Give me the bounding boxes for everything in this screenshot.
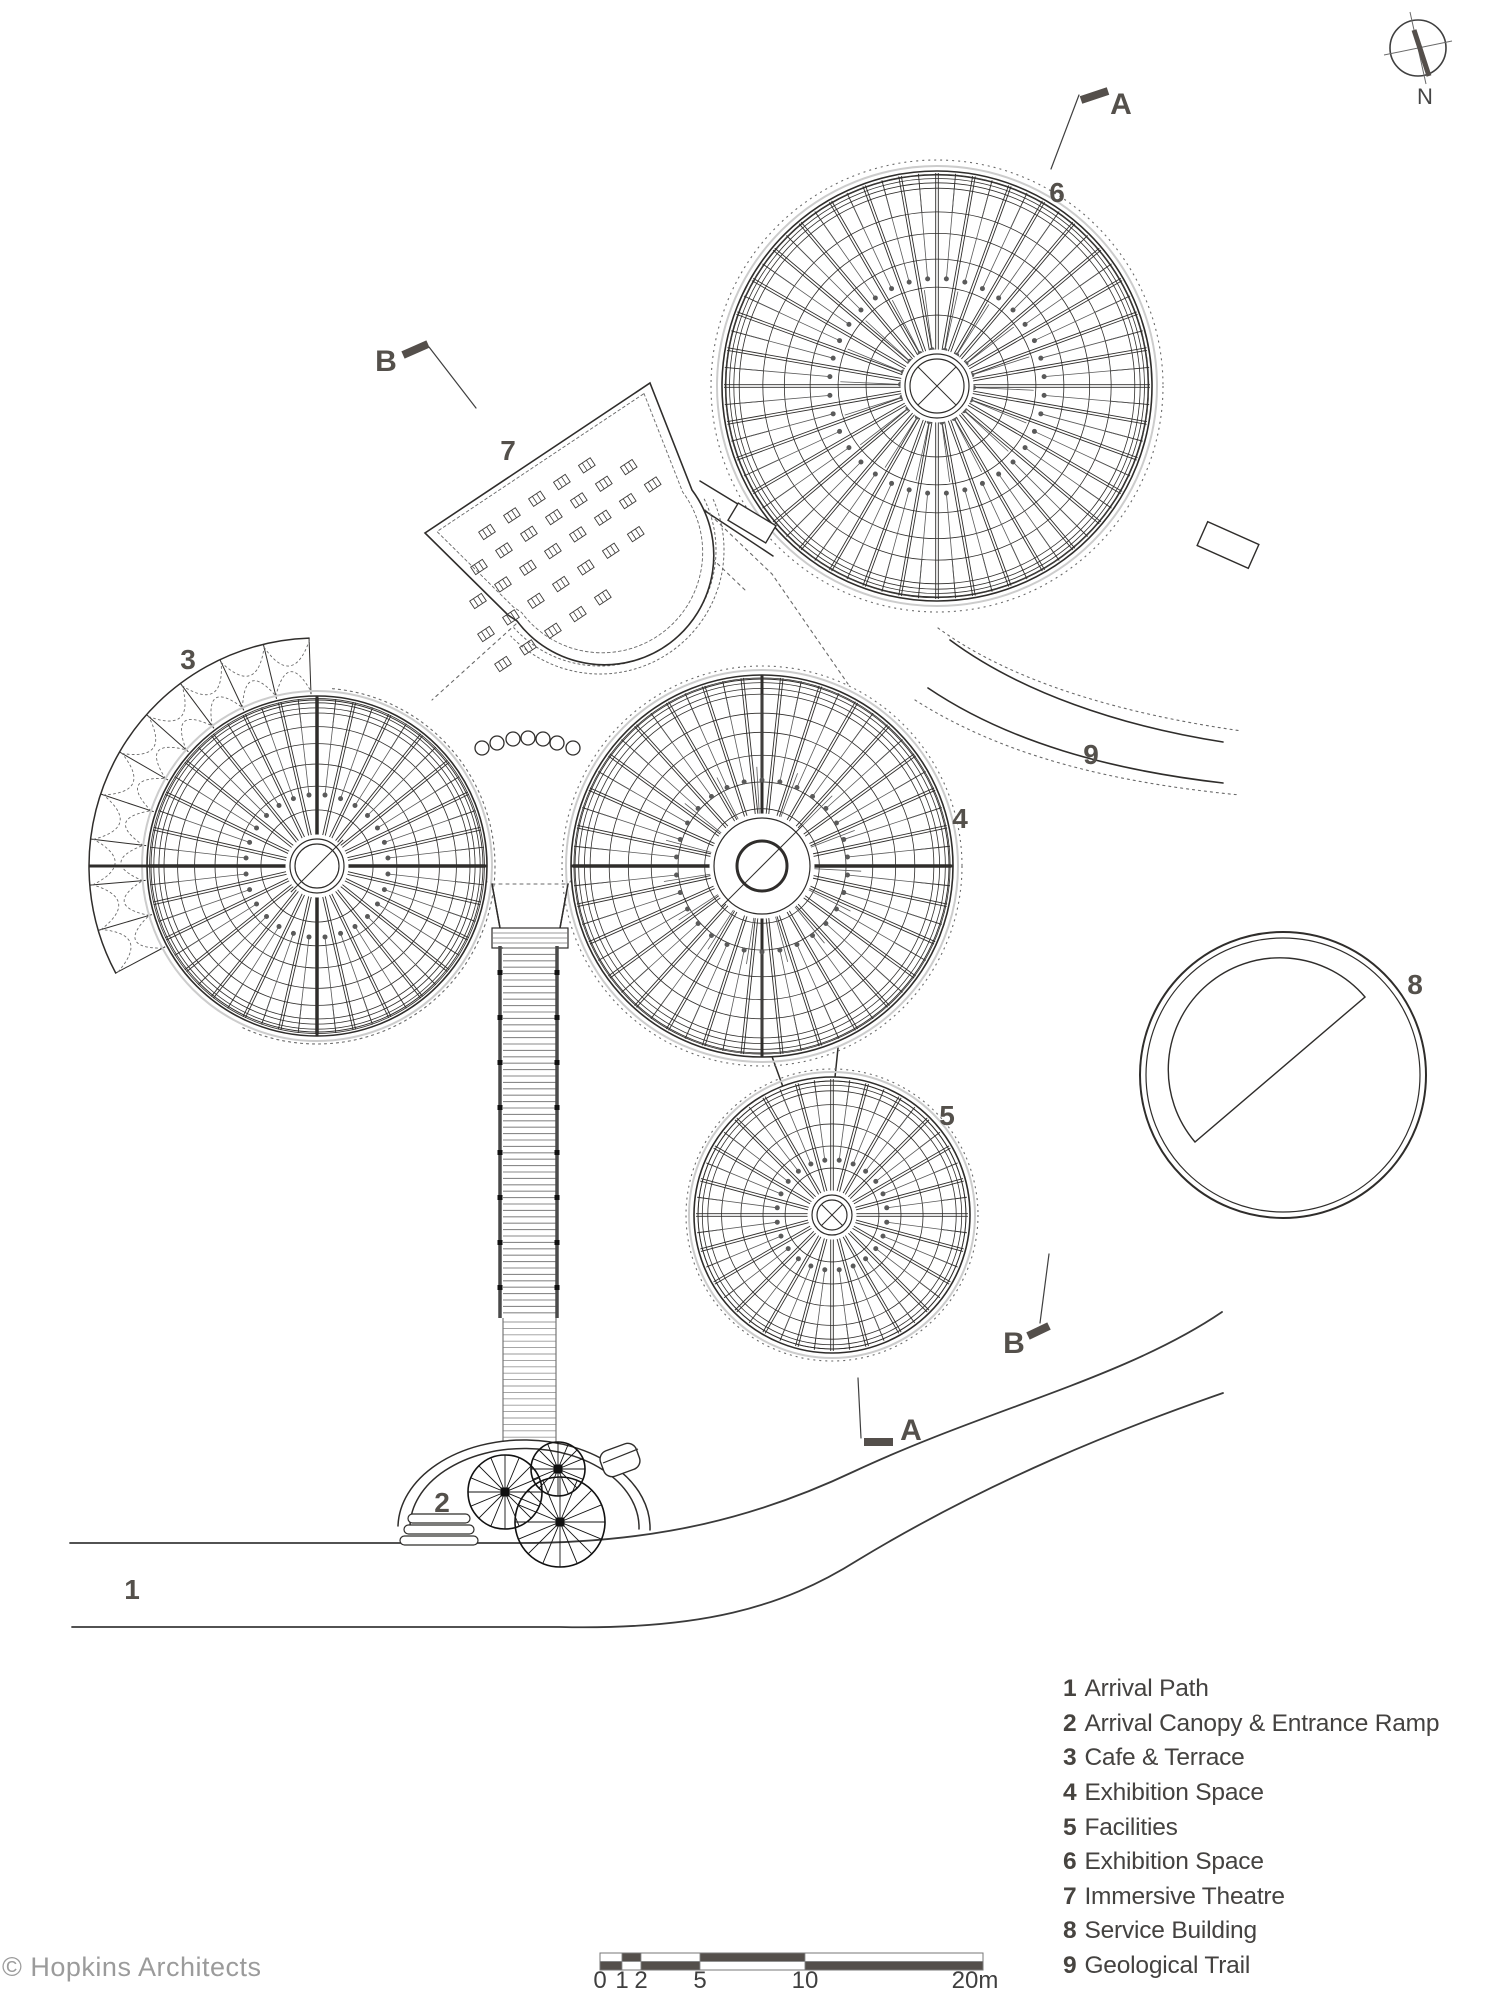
north-label: N [1417, 84, 1433, 109]
scale-tick-5: 5 [693, 1967, 707, 1994]
cafe-terrace-3 [89, 638, 495, 1044]
legend [1063, 1672, 1439, 1983]
legend-item: 3 Cafe & Terrace [1063, 1744, 1245, 1772]
legend-item: 1 Arrival Path [1063, 1675, 1209, 1703]
plan-label-2: 2 [434, 1487, 450, 1518]
legend-item: 7 Immersive Theatre [1063, 1882, 1285, 1910]
section-marker-a-bottom: A [900, 1414, 922, 1447]
geological-trail [915, 628, 1242, 795]
legend-item: 8 Service Building [1063, 1917, 1257, 1945]
scale-tick-20m: 20m [951, 1967, 999, 1994]
immersive-theatre [425, 383, 724, 674]
scale-tick-2: 2 [634, 1967, 648, 1994]
exhibition-space-4 [562, 666, 962, 1066]
plan-label-4: 4 [952, 803, 968, 834]
facilities-5 [686, 1069, 978, 1361]
plan-label-6: 6 [1049, 177, 1065, 208]
theatre-seat [520, 640, 537, 655]
theatre-seat [470, 593, 487, 608]
tree-symbol [531, 1442, 585, 1496]
scale-tick-0: 0 [593, 1967, 607, 1994]
plan-label-8: 8 [1407, 969, 1423, 1000]
plan-label-5: 5 [939, 1100, 955, 1131]
entrance-ramp [492, 884, 568, 1442]
legend-item: 4 Exhibition Space [1063, 1779, 1264, 1807]
arrival-path [70, 1312, 1223, 1627]
theatre-seat [478, 626, 495, 641]
compass [1384, 12, 1452, 84]
section-marker-a-top: A [1110, 88, 1132, 121]
exhibition-space-6 [711, 160, 1163, 612]
theatre-seat [495, 656, 512, 671]
service-building [1140, 932, 1426, 1218]
legend-item: 6 Exhibition Space [1063, 1848, 1264, 1876]
copyright-text: © Hopkins Architects [2, 1952, 262, 1982]
corridor-portal [1197, 522, 1259, 569]
legend-item: 2 Arrival Canopy & Entrance Ramp [1063, 1709, 1440, 1737]
plan-label-1: 1 [124, 1574, 140, 1605]
section-marker-b-top: B [375, 345, 397, 378]
scale-tick-1: 1 [615, 1967, 629, 1994]
plan-label-9: 9 [1083, 739, 1099, 770]
tree-symbol [515, 1477, 605, 1567]
legend-item: 5 Facilities [1063, 1813, 1178, 1841]
section-marker-b-bottom: B [1003, 1327, 1025, 1360]
legend-item: 9 Geological Trail [1063, 1952, 1251, 1980]
plan-label-7: 7 [500, 435, 516, 466]
plan-label-3: 3 [180, 644, 196, 675]
scale-tick-10: 10 [791, 1967, 819, 1994]
